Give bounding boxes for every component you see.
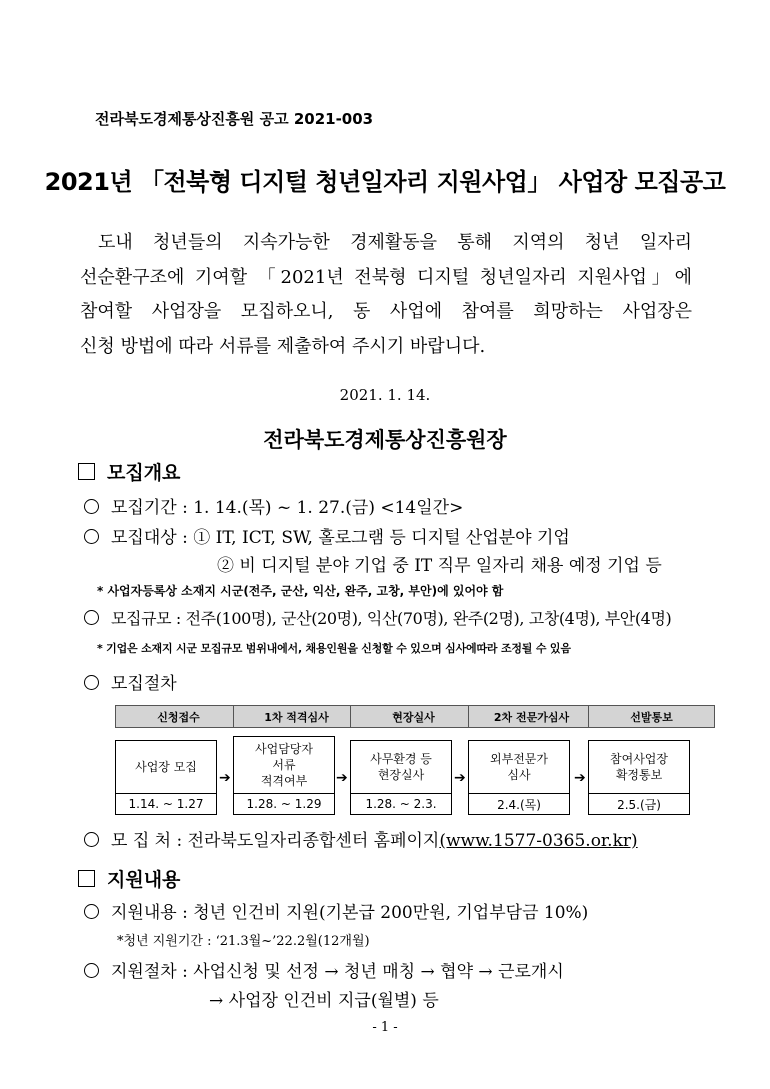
step-header-first-screening: 1차 적격심사 <box>233 705 360 728</box>
location-note: * 사업자등록상 소재지 시군(전주, 군산, 익산, 완주, 고창, 부안)에 있어야 함 <box>97 584 504 598</box>
step-text: 외부전문가 <box>490 752 548 766</box>
support-content-text: 지원내용 : 청년 인건비 지원(기본급 200만원, 기업부담금 10%) <box>111 903 589 923</box>
support-procedure-text-1: 지원절차 : 사업신청 및 선정 → 청년 매칭 → 협약 → 근로개시 <box>111 962 564 982</box>
recruitment-period <box>84 493 463 518</box>
section-support-content <box>78 865 180 892</box>
recruitment-target-text-1: 모집대상 : ① IT, ICT, SW, 홀로그램 등 디지털 산업분야 기업 <box>111 528 570 548</box>
page-number: - 1 - <box>372 1020 398 1035</box>
intro-line-3: 참여할 사업장을 모집하오니, 동 사업에 참여를 희망하는 사업장은 <box>80 301 692 322</box>
circle-bullet-icon <box>84 529 99 544</box>
arrow-right-icon: ➔ <box>454 770 466 786</box>
recruitment-target <box>84 523 570 548</box>
recruitment-scale <box>84 606 671 629</box>
circle-bullet-icon <box>84 675 99 690</box>
notice-number: 전라북도경제통상진흥원 공고 2021-003 <box>95 110 374 128</box>
support-content <box>84 898 588 923</box>
recruitment-place <box>84 826 638 851</box>
intro-paragraph <box>80 226 692 364</box>
step-header-notification: 선발통보 <box>588 705 715 728</box>
step-date-site-inspection: 1.28. ~ 2.3. <box>350 793 452 815</box>
step-header-site-inspection: 현장실사 <box>350 705 477 728</box>
arrow-right-icon: ➔ <box>574 770 586 786</box>
step-box-expert-review <box>468 740 570 794</box>
circle-bullet-icon <box>84 963 99 978</box>
step-text: 심사 <box>507 768 531 782</box>
intro-line-2: 선순환구조에 기여할 「2021년 전북형 디지털 청년일자리 지원사업」에 <box>80 266 692 288</box>
place-label: 모 집 처 : 전라북도일자리종합센터 홈페이지 <box>111 831 440 851</box>
step-box-notification <box>588 740 690 794</box>
square-bullet-icon <box>78 463 95 480</box>
step-text: 사무환경 등 <box>370 752 432 766</box>
recruitment-procedure <box>84 669 177 694</box>
circle-bullet-icon <box>84 904 99 919</box>
circle-bullet-icon <box>84 499 99 514</box>
organization-head: 전라북도경제통상진흥원장 <box>263 428 507 452</box>
step-header-application: 신청접수 <box>115 705 242 728</box>
support-period-note: *청년 지원기간 : ‘21.3월~’22.2월(12개월) <box>117 934 370 949</box>
step-date-first-screening: 1.28. ~ 1.29 <box>233 793 335 815</box>
arrow-right-icon: ➔ <box>219 770 231 786</box>
support-procedure <box>84 957 564 982</box>
step-box-first-screening <box>233 736 335 794</box>
section-recruitment-overview <box>78 458 180 485</box>
arrow-right-icon: ➔ <box>336 770 348 786</box>
support-procedure-2: → 사업장 인건비 지급(월별) 등 <box>209 991 439 1011</box>
circle-bullet-icon <box>84 832 99 847</box>
announcement-date: 2021. 1. 14. <box>339 386 431 404</box>
step-date-notification: 2.5.(금) <box>588 793 690 815</box>
step-header-expert-review: 2차 전문가심사 <box>468 705 595 728</box>
step-text: 서류 <box>272 758 296 772</box>
recruitment-scale-text: 모집규모 : 전주(100명), 군산(20명), 익산(70명), 완주(2명), 고창(4명), 부안(4명) <box>111 609 672 628</box>
circle-bullet-icon <box>84 610 99 625</box>
step-text: 사업장 모집 <box>135 760 197 774</box>
step-box-application <box>115 740 217 794</box>
square-bullet-icon <box>78 870 95 887</box>
homepage-link[interactable]: (www.1577-0365.or.kr) <box>439 831 638 851</box>
recruitment-period-text: 모집기간 : 1. 14.(목) ~ 1. 27.(금) <14일간> <box>111 498 464 518</box>
step-text: 현장실사 <box>377 768 425 782</box>
step-box-site-inspection <box>350 740 452 794</box>
section-title: 모집개요 <box>107 462 181 484</box>
step-text: 사업담당자 <box>255 742 313 756</box>
procedure-label: 모집절차 <box>111 674 177 694</box>
step-text: 참여사업장 <box>610 752 668 766</box>
recruitment-target-2: ② 비 디지털 분야 기업 중 IT 직무 일자리 채용 예정 기업 등 <box>217 556 662 576</box>
step-date-application: 1.14. ~ 1.27 <box>115 793 217 815</box>
intro-line-4: 신청 방법에 따라 서류를 제출하여 주시기 바랍니다. <box>80 335 486 357</box>
step-text: 적격여부 <box>260 774 308 788</box>
step-date-expert-review: 2.4.(목) <box>468 793 570 815</box>
intro-line-1: 도내 청년들의 지속가능한 경제활동을 통해 지역의 청년 일자리 <box>98 232 692 253</box>
document-title: 2021년 「전북형 디지털 청년일자리 지원사업」 사업장 모집공고 <box>44 168 726 196</box>
section-title: 지원내용 <box>107 869 181 891</box>
step-text: 확정통보 <box>615 768 663 782</box>
scale-note: * 기업은 소재지 시군 모집규모 범위내에서, 채용인원을 신청할 수 있으며 심사에따라 조정될 수 있음 <box>97 642 571 655</box>
